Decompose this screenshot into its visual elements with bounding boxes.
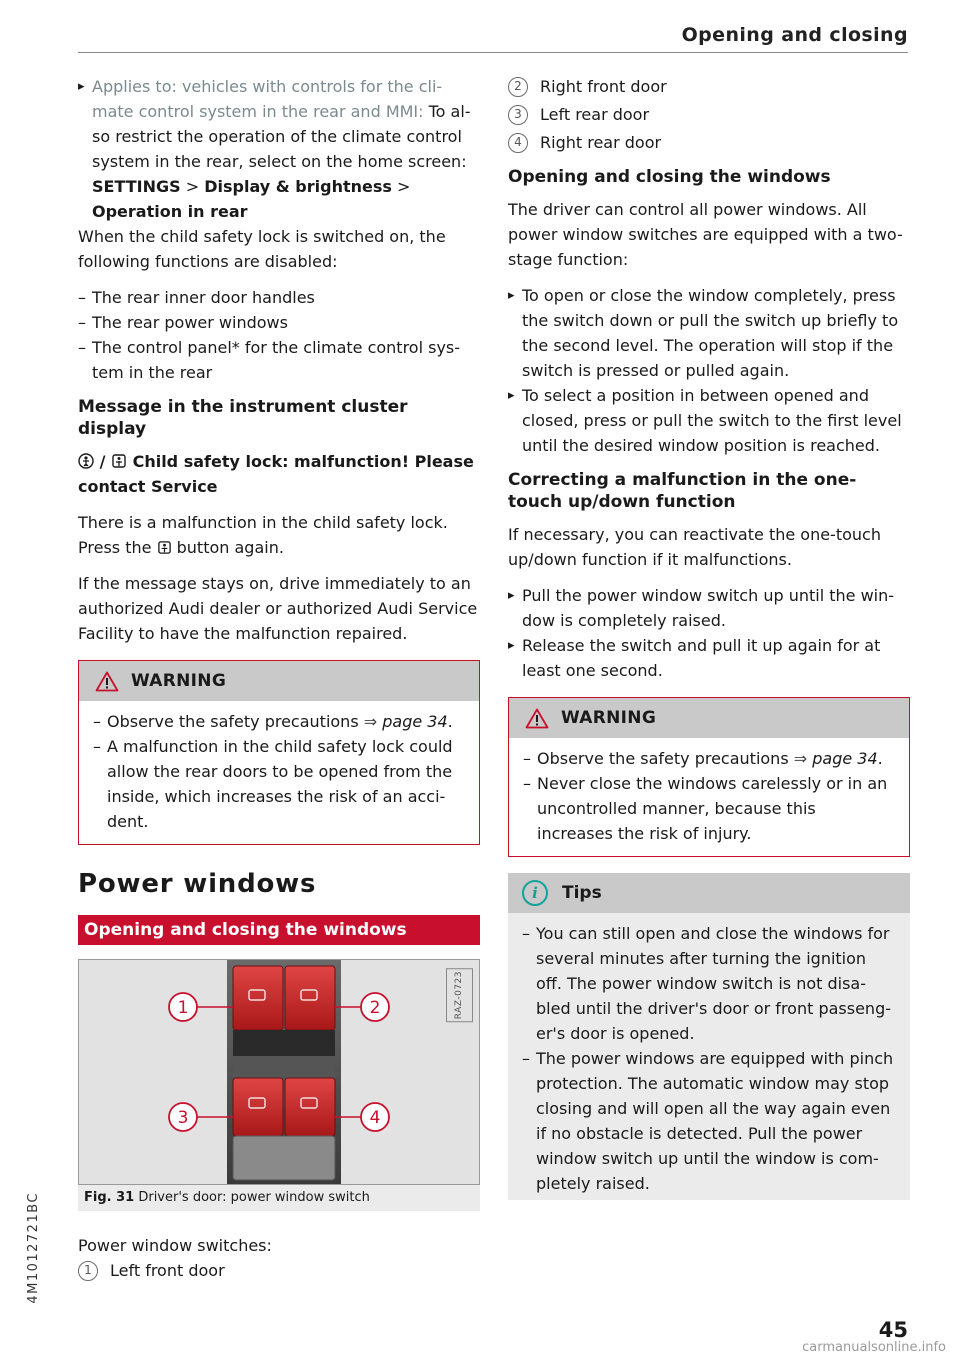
subsection-title: Opening and closing the windows — [78, 915, 480, 945]
power-window-switch-figure — [78, 959, 480, 1185]
applies-rest: To al-so restrict the operation of the climate control system in the rear, select on the home screen: — [92, 102, 471, 171]
list-item — [508, 130, 910, 155]
right-column — [508, 74, 910, 1200]
disabled-list — [78, 285, 480, 385]
number-circle: 4 — [508, 133, 528, 153]
warning-header — [79, 661, 479, 701]
number-circle: 3 — [508, 105, 528, 125]
switch-label: Right front door — [540, 77, 667, 96]
applies-prefix: Applies to: vehicles with controls for the cli-mate control system in the rear and MMI: — [92, 77, 443, 121]
warning-box-left — [78, 660, 480, 845]
warning-triangle-icon — [525, 708, 549, 729]
tips-box — [508, 873, 910, 1200]
paragraph-correcting: If necessary, you can reactivate the one-touch up/down function if it malfunctions. — [508, 525, 881, 569]
list-item: ▸ Release the switch and pull it up again for at least one second. — [508, 633, 910, 683]
warning-triangle-icon — [95, 671, 119, 692]
switch-label: Left front door — [110, 1261, 225, 1280]
menu-display: Display & brightness — [204, 177, 392, 196]
page-ref-link[interactable]: page 34 — [812, 749, 878, 768]
switch-label: Right rear door — [540, 133, 662, 152]
switches-intro: Power window switches: — [78, 1236, 272, 1255]
msg-paragraph-1 — [78, 510, 480, 560]
tips-body — [508, 913, 910, 1200]
msg-p1-a: There is a malfunction in the child safety lock. Press the — [78, 513, 448, 557]
warning-body — [79, 701, 479, 844]
msg-paragraph-2: If the message stays on, drive immediately to an authorized Audi dealer or authorized Audi Service Facility to have the malfunction repaired. — [78, 574, 478, 643]
figure-caption-label: Fig. 31 — [84, 1190, 135, 1205]
menu-sep: > — [180, 177, 205, 196]
arrow-ref-icon: ⇒ — [793, 749, 808, 768]
warning-header — [509, 698, 909, 738]
list-item: – A malfunction in the child safety lock could allow the rear doors to be opened from the inside, which increases the risk of an acci-dent. — [93, 734, 465, 834]
figure-caption-text: Driver's door: power window switch — [138, 1190, 370, 1205]
child-lock-intro: When the child safety lock is switched on, the following functions are disabled: — [78, 227, 446, 271]
switch-label: Left rear door — [540, 105, 650, 124]
child-lock-button-icon — [111, 453, 127, 469]
section-title: Power windows — [78, 869, 317, 899]
msg-title-line — [78, 449, 480, 499]
child-lock-indicator-icon — [78, 453, 94, 469]
list-item — [508, 102, 910, 127]
list-item: – Observe the safety precautions ⇒ page 34. — [523, 746, 895, 771]
menu-sep: > — [391, 177, 411, 196]
heading-correcting: Correcting a malfunction in the one-touch up/down function — [508, 470, 857, 512]
switch-list — [508, 74, 910, 155]
warning-title: WARNING — [131, 670, 227, 691]
switch-panel-illustration — [79, 960, 479, 1184]
list-item — [78, 1258, 480, 1283]
page-header-title: Opening and closing — [681, 24, 908, 46]
applies-paragraph — [78, 74, 480, 224]
info-icon: i — [522, 880, 548, 906]
tips-title: Tips — [562, 882, 602, 903]
list-item: ▸ To open or close the window completely, press the switch down or pull the switch up briefly to the second level. The operation will stop if the switch is pressed or pulled again. — [508, 283, 910, 383]
list-item: ▸ To select a position in between opened and closed, press or pull the switch to the first level until the desired window position is reached. — [508, 383, 910, 458]
warning-box-right — [508, 697, 910, 857]
figure-label-3: 3 — [177, 1108, 189, 1128]
msg-p1-b: button again. — [171, 538, 284, 557]
list-item: – Never close the windows carelessly or in an uncontrolled manner, because this increases the risk of injury. — [523, 771, 895, 846]
slash: / — [99, 452, 106, 471]
correcting-list — [508, 583, 910, 683]
list-item: – You can still open and close the windows for several minutes after turning the ignition off. The power window switch is not disa-bled until the driver's door or front passeng-er's door is opened. — [522, 921, 896, 1046]
warning-text: Observe the safety precautions — [537, 749, 794, 768]
tips-header — [508, 873, 910, 913]
heading-opening-closing: Opening and closing the windows — [508, 167, 831, 187]
msg-title: Child safety lock: malfunction! Please contact Service — [78, 452, 474, 496]
warning-title: WARNING — [561, 707, 657, 728]
menu-operation: Operation in rear — [92, 202, 248, 221]
page-ref-link[interactable]: page 34 — [382, 712, 448, 731]
paragraph-opening: The driver can control all power windows. All power window switches are equipped with a two-stage function: — [508, 200, 903, 269]
watermark: carmanualsonline.info — [802, 1340, 946, 1355]
header-rule — [78, 52, 908, 53]
number-circle: 2 — [508, 77, 528, 97]
figure-label-1: 1 — [177, 998, 189, 1018]
figure-label-4: 4 — [369, 1108, 381, 1128]
list-item: ▸ Pull the power window switch up until the win-dow is completely raised. — [508, 583, 910, 633]
child-lock-button-icon — [157, 540, 172, 555]
arrow-ref-icon: ⇒ — [363, 712, 378, 731]
warning-body — [509, 738, 909, 856]
figure-label-2: 2 — [369, 998, 381, 1018]
menu-settings: SETTINGS — [92, 177, 181, 196]
left-column — [78, 74, 480, 1283]
figure-code: RAZ-0723 — [446, 968, 473, 1022]
list-item: – The control panel* for the climate control sys-tem in the rear — [78, 335, 480, 385]
page-number: 45 — [878, 1318, 908, 1342]
list-item — [508, 74, 910, 99]
opening-list — [508, 283, 910, 458]
document-code: 4M1012721BC — [26, 1192, 41, 1304]
msg-heading: Message in the instrument cluster display — [78, 397, 408, 439]
warning-text: Observe the safety precautions — [107, 712, 364, 731]
list-item: – The power windows are equipped with pinch protection. The automatic window may stop closing and will open all the way again even if no obstacle is detected. Pull the power window switch up until the window is com-pletely raised. — [522, 1046, 896, 1196]
list-item: – The rear power windows — [78, 310, 480, 335]
list-item: – The rear inner door handles — [78, 285, 480, 310]
number-circle: 1 — [78, 1261, 98, 1281]
figure-caption — [78, 1185, 480, 1211]
list-item: – Observe the safety precautions ⇒ page 34. — [93, 709, 465, 734]
